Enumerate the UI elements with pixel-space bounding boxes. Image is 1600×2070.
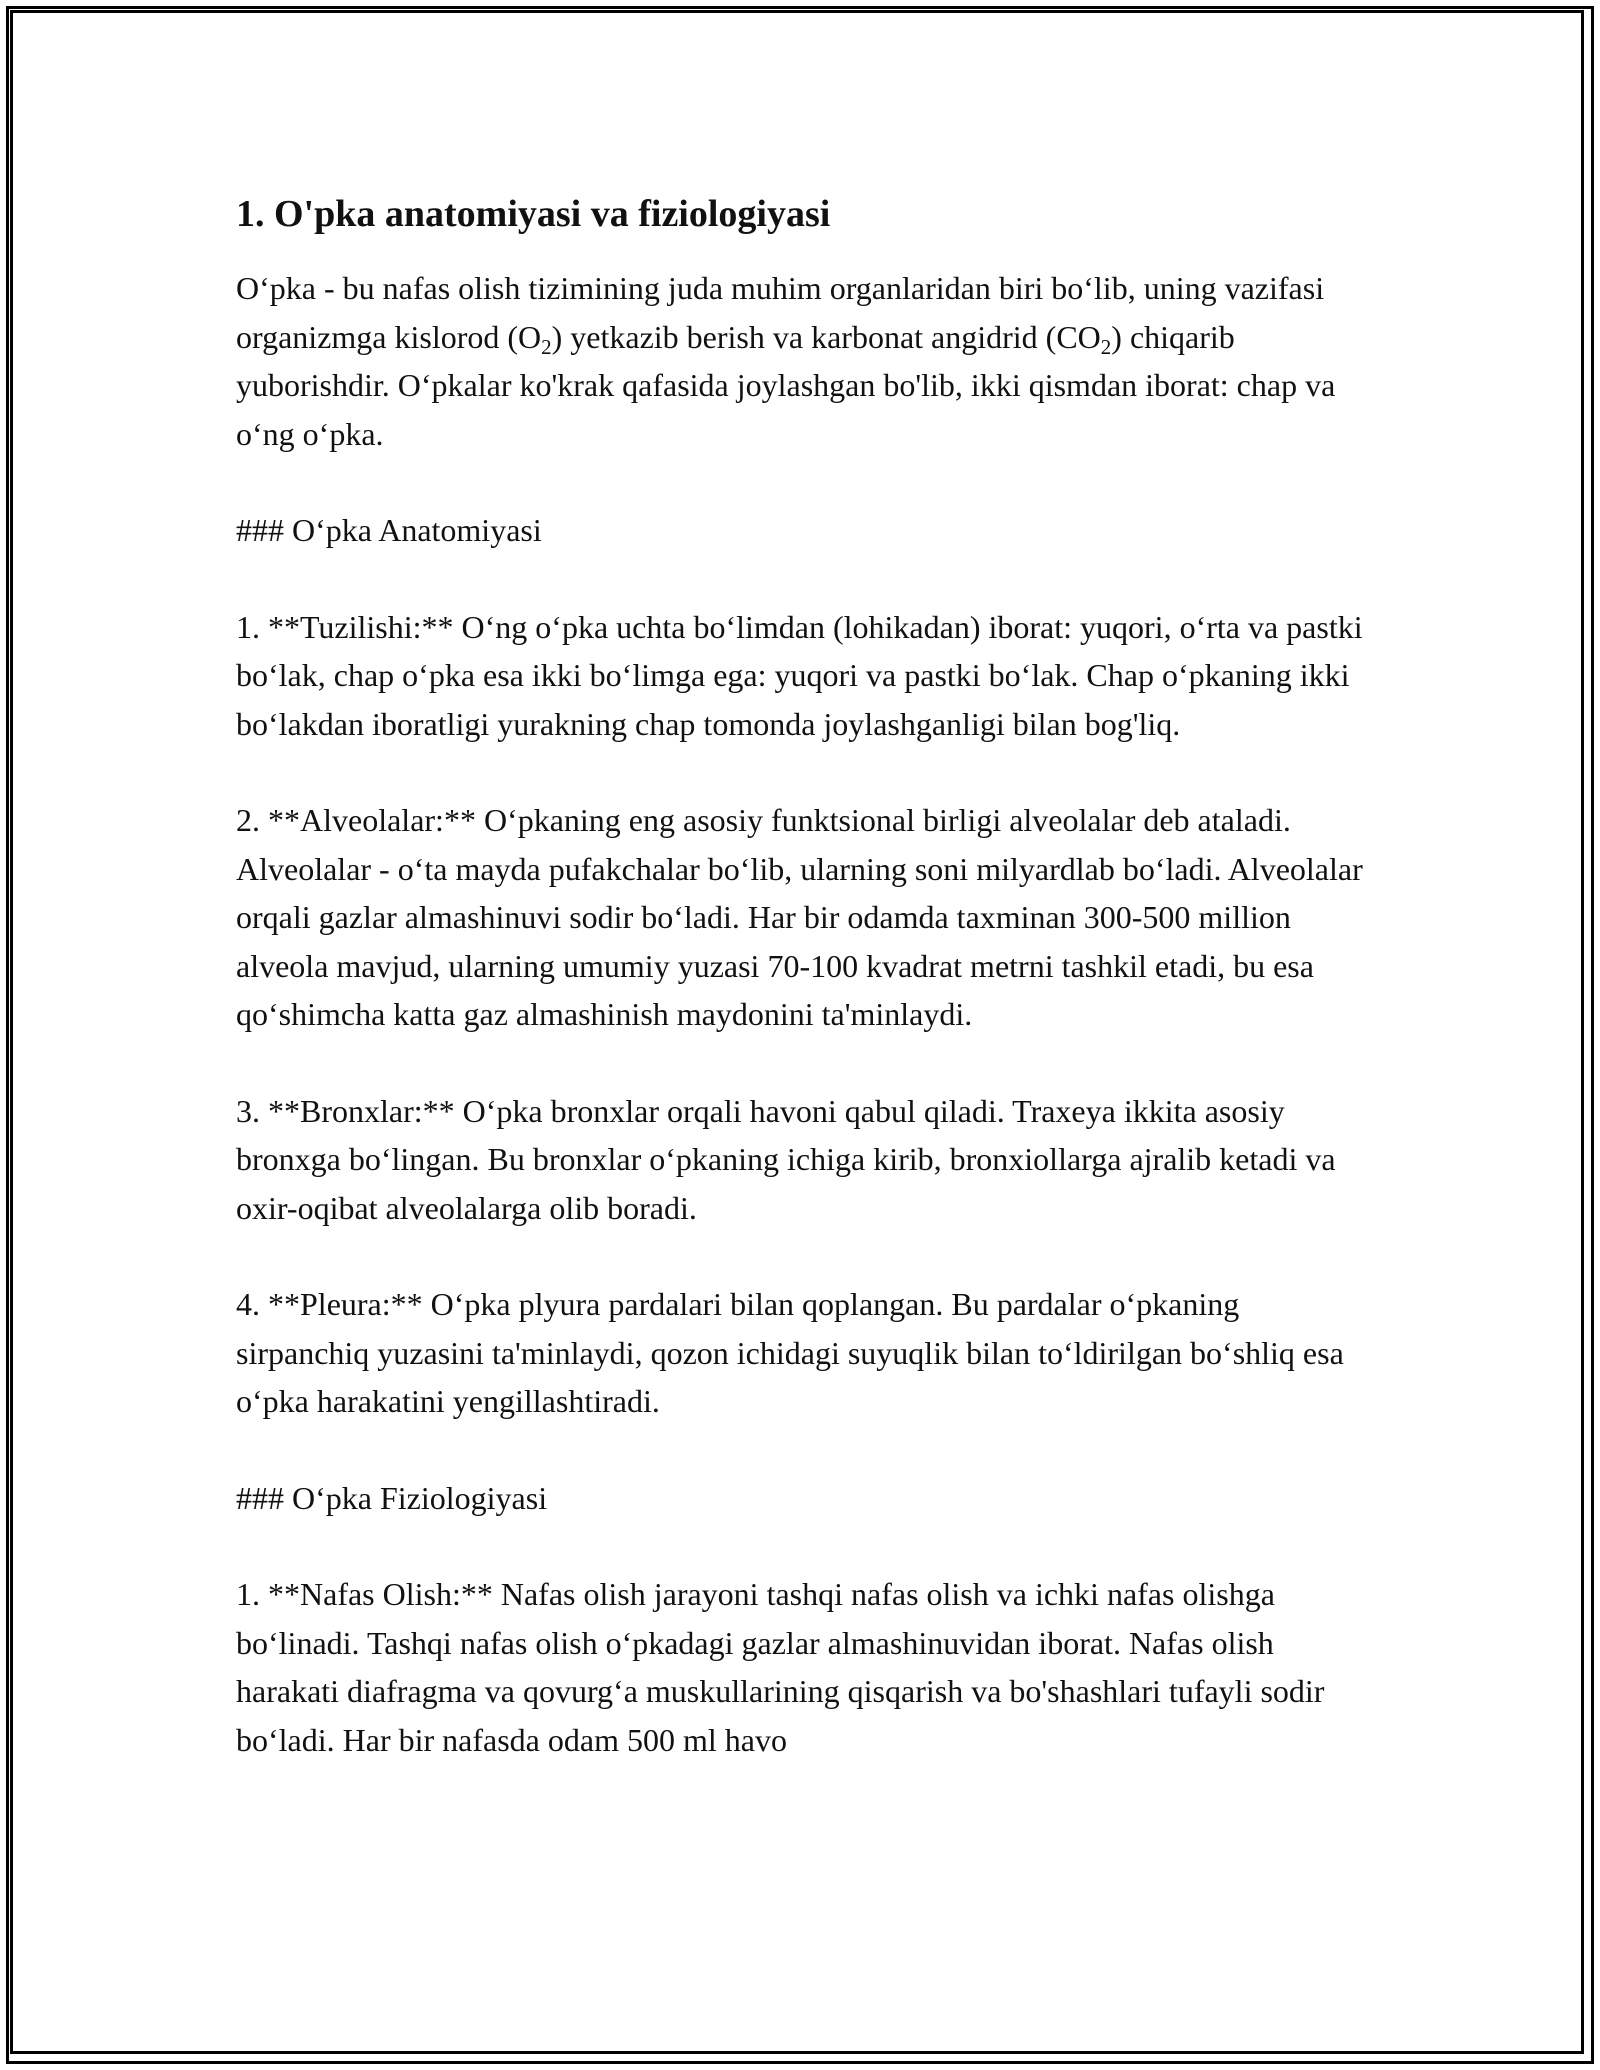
item-pleura: 4. **Pleura:** O‘pka plyura pardalari bilan qoplangan. Bu pardalar o‘pkaning sirpanchiq yuzasini ta'minlaydi, qozon ichidagi suyuqlik bilan to‘ldirilgan bo‘shliq esa o‘pka harakatini yengillashtiradi.	[236, 1286, 1344, 1419]
intro-text-part2: ) yetkazib berish va karbonat angidrid (CO	[551, 318, 1101, 355]
physiology-heading: ### O‘pka Fiziologiyasi	[236, 1479, 548, 1516]
item-tuzilishi: 1. **Tuzilishi:** O‘ng o‘pka uchta bo‘limdan (lohikadan) iborat: yuqori, o‘rta va pastki bo‘lak, chap o‘pka esa ikki bo‘limga ega: yuqori va pastki bo‘lak. Chap o‘pkaning ikki bo‘lakdan iboratligi yurakning chap tomonda joylashganligi bilan bog'liq.	[236, 608, 1363, 742]
anatomy-heading: ### O‘pka Anatomiyasi	[236, 512, 542, 548]
oxygen-subscript: 2	[541, 334, 552, 359]
item-bronxlar: 3. **Bronxlar:** O‘pka bronxlar orqali havoni qabul qiladi. Traxeya ikkita asosiy bronxga bo‘lingan. Bu bronxlar o‘pkaning ichiga kirib, bronxiollarga ajralib ketadi va oxir-oqibat alveolalarga olib boradi.	[236, 1092, 1336, 1226]
intro-text-part1: O‘pka - bu nafas olish tizimining juda muhim organlaridan biri bo‘lib, uning vazifasi organizmga kislorod (O	[236, 270, 1325, 355]
item-alveolalar: 2. **Alveolalar:** O‘pkaning eng asosiy funktsional birligi alveolalar deb ataladi. Alveolalar - o‘ta mayda pufakchalar bo‘lib, ularning soni milyardlab bo‘ladi. Alveolalar orqali gazlar almashinuvi sodir bo‘ladi. Har bir odamda taxminan 300-500 million alveola mavjud, ularning umumiy yuzasi 70-100 kvadrat metrni tashkil etadi, bu esa qo‘shimcha katta gaz almashinish maydonini ta'minlaydi.	[236, 802, 1363, 1032]
intro-paragraph	[236, 264, 1366, 458]
item-nafas-olish: 1. **Nafas Olish:** Nafas olish jarayoni tashqi nafas olish va ichki nafas olishga bo‘linadi. Tashqi nafas olish o‘pkadagi gazlar almashinuvidan iborat. Nafas olish harakati diafragma va qovurg‘a muskullarining qisqarish va bo'shashlari tufayli sodir bo‘ladi. Har bir nafasda odam 500 ml havo	[236, 1576, 1325, 1758]
document-body	[236, 186, 1366, 1764]
document-title: 1. O'pka anatomiyasi va fiziologiyasi	[236, 193, 831, 235]
intro-text-part3: ) chiqarib yuborishdir. O‘pkalar ko'krak qafasida joylashgan bo'lib, ikki qismdan iborat: chap va o‘ng o‘pka.	[236, 318, 1336, 452]
co2-subscript: 2	[1100, 334, 1112, 359]
